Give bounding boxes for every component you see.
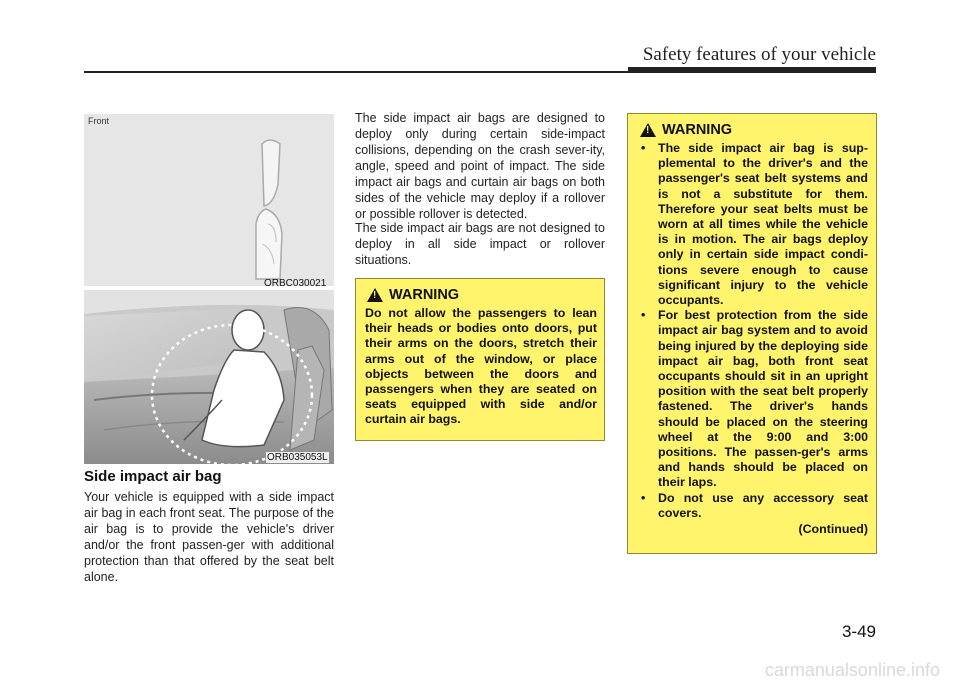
page-number: 3-49: [841, 622, 876, 641]
deploy-paragraph: The side impact air bags are designed to deploy only during certain side-impact collisions, depending on the crash sever-ity, angle, speed and point of impact. The side impact air bags and curtain air bags on both sides of the vehicle may deploy if a rollover or possible rollover is detected.: [355, 111, 605, 221]
warning-list-item: • For best protection from the side impact air bag system and to avoid being injured by the deploying side impact air bag, both front seat occupants should sit in an upright position with the seat belt properly fastened. The driver's hands should be placed on the steering wheel at the 9:00 and 3:00 positions. The passen-ger's arms and hands should be placed on their laps.: [641, 308, 868, 490]
continued-label: (Continued): [798, 522, 868, 537]
warning-list: [638, 141, 868, 521]
figure-side-airbag: [84, 290, 334, 464]
warning-text: Do not allow the passengers to lean their heads or bodies onto doors, put their arms on the doors, stretch their arms out of the window, or place objects between the doors and passengers when they are seated on seats equipped with side and/or curtain air bags.: [365, 306, 597, 427]
not-deploy-paragraph: The side impact air bags are not designed to deploy in all side impact or rollover situations.: [355, 221, 605, 267]
warning-box-side-airbag: [627, 113, 877, 554]
header-title: Safety features of your vehicle: [642, 44, 876, 65]
warning-triangle-icon: [640, 123, 656, 137]
warning-list-item: • Do not use any accessory seat covers.: [641, 490, 868, 520]
warning-triangle-icon: [367, 288, 383, 302]
warning-list-item: • The side impact air bag is sup-plemental to the driver's and the passenger's seat belt systems and is not a substitute for them. Therefore your seat belts must be worn at all times while the vehicle is in motion. The air bags deploy only in certain side impact condi-tions severe enough to cause significant injury to the vehicle occupants.: [641, 141, 868, 308]
side-airbag-illustration: [84, 290, 334, 464]
intro-paragraph: Your vehicle is equipped with a side impact air bag in each front seat. The purpose of the air bag is to provide the vehicle's driver and/or the front passen-ger with additional protection than that offered by the seat belt alone.: [84, 490, 334, 584]
watermark: carmanualsonline.info: [764, 660, 940, 680]
figure-front-caption: ORBC030021: [264, 278, 327, 289]
warning-title: WARNING: [389, 287, 460, 303]
header-accent-bar: [628, 67, 876, 73]
seat-front-illustration: [84, 114, 334, 286]
figure-side-caption: ORB035053L: [267, 452, 328, 463]
warning-title: WARNING: [662, 122, 733, 138]
figure-front-label: Front: [88, 116, 110, 126]
section-heading: Side impact air bag: [84, 468, 222, 485]
figure-front-view: [84, 114, 334, 286]
warning-box-passengers: [355, 278, 605, 441]
